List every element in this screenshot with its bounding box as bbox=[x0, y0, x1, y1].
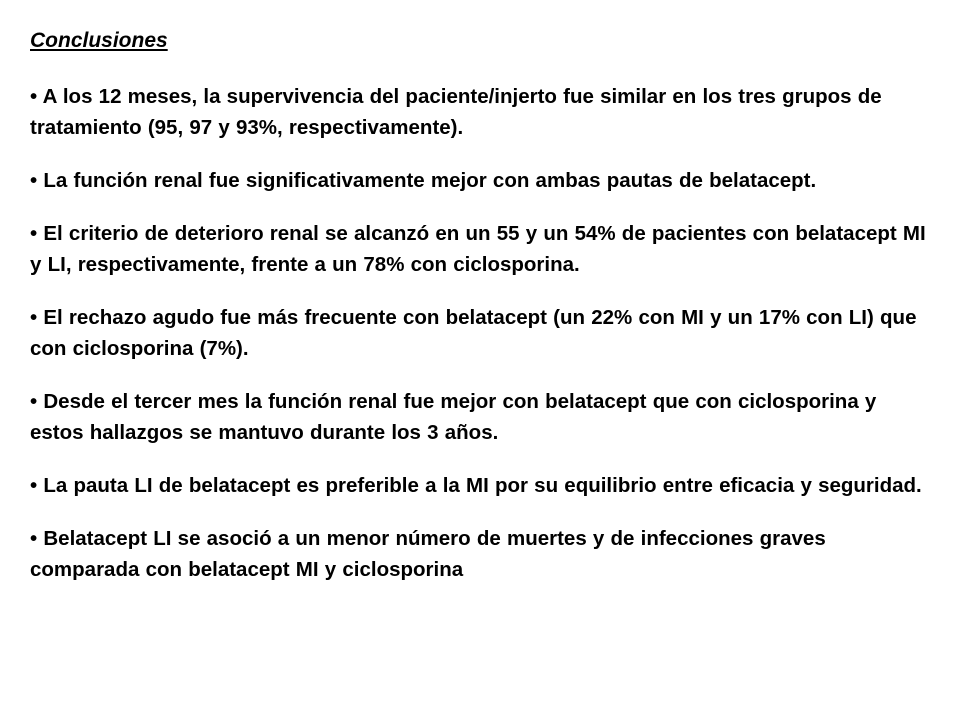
bullet-point: • La función renal fue significativamente mejor con ambas pautas de belatacept. bbox=[30, 169, 817, 192]
bullet-point: • La pauta LI de belatacept es preferible a la MI por su equilibrio entre eficacia y seguridad. bbox=[30, 474, 922, 497]
bullet-point: • El rechazo agudo fue más frecuente con belatacept (un 22% con MI y un 17% con LI) que con ciclosporina (7%). bbox=[30, 306, 917, 360]
slide-title: Conclusiones bbox=[30, 29, 168, 52]
bullet-point: • El criterio de deterioro renal se alcanzó en un 55 y un 54% de pacientes con belatacept MI y LI, respectivamente, frente a un 78% con ciclosporina. bbox=[30, 222, 926, 276]
bullet-point: • Desde el tercer mes la función renal fue mejor con belatacept que con ciclosporina y estos hallazgos se mantuvo durante los 3 años. bbox=[30, 390, 877, 444]
slide-content bbox=[30, 26, 935, 585]
bullet-point: • A los 12 meses, la supervivencia del paciente/injerto fue similar en los tres grupos de tratamiento (95, 97 y 93%, respectivamente). bbox=[30, 85, 882, 139]
bullet-point: • Belatacept LI se asoció a un menor número de muertes y de infecciones graves comparada con belatacept MI y ciclosporina bbox=[30, 527, 826, 581]
